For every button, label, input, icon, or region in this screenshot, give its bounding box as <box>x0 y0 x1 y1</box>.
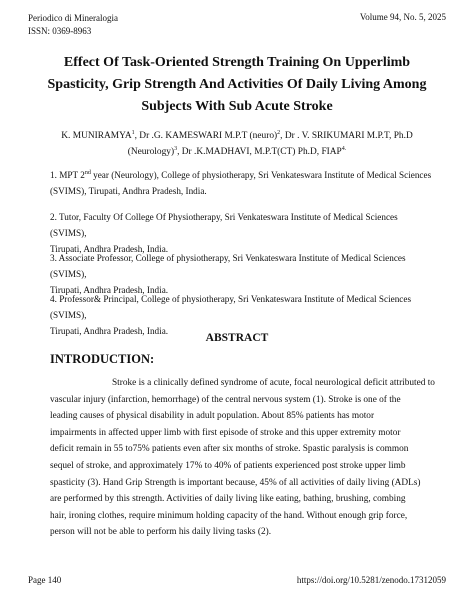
author-2-sup: 2 <box>277 129 281 136</box>
author-4-sup: 4. <box>341 145 347 152</box>
title-line-2: Spasticity, Grip Strength And Activities Of Daily Living Among <box>47 77 427 92</box>
author-line-2 <box>50 144 424 160</box>
affiliation-2-line-1: 2. Tutor, Faculty Of College Of Physiotherapy, Sri Venkateswara Institute of Medical Sciences (SVIMS), <box>50 212 398 238</box>
body-line-2: vascular injury (infarction, hemorrhage) of the central nervous system (1). Stroke is one of the <box>50 394 401 405</box>
author-1: K. MUNIRAMYA <box>61 131 132 141</box>
author-3: , Dr . V. SRIKUMARI M.P.T, Ph.D <box>280 131 413 141</box>
author-3-cont: (Neurology) <box>127 147 175 157</box>
affiliation-1 <box>50 167 434 199</box>
introduction-body <box>50 375 444 541</box>
body-line-9: hair, ironing clothes, require minimum holding capacity of the hand. Without enough grip force, <box>50 510 408 521</box>
page-number: Page 140 <box>28 575 62 585</box>
author-2: , Dr .G. KAMESWARI M.P.T (neuro) <box>134 131 278 141</box>
affiliation-4-line-2: Tirupati, Andhra Pradesh, India. <box>50 326 169 336</box>
affiliation-1-pre: 1. MPT 2 <box>50 170 85 180</box>
body-line-5: deficit remain in 55 to75% patients even after six months of stroke. Spastic paralysis is common <box>50 444 409 455</box>
body-line-8: are performed by this strength. Activities of daily living like eating, bathing, brushing, combing <box>50 494 406 505</box>
affiliation-1-line-1 <box>50 167 434 183</box>
volume-info: Volume 94, No. 5, 2025 <box>359 12 446 22</box>
introduction-heading: INTRODUCTION: <box>50 352 155 366</box>
body-line-7: spasticity (3). Hand Grip Strength is important because, 45% of all activities of daily living (ADLs) <box>50 477 421 488</box>
body-line-1: Stroke is a clinically defined syndrome of acute, focal neurological deficit attributed to <box>112 378 435 388</box>
issn: ISSN: 0369-8963 <box>28 26 92 36</box>
author-3-sup: 3 <box>174 145 178 152</box>
title-line-3: Subjects With Sub Acute Stroke <box>141 99 333 114</box>
author-1-sup: 1 <box>131 129 135 136</box>
affiliation-4-line-1: 4. Professor& Principal, College of physiotherapy, Sri Venkateswara Institute of Medical Sciences (SVIMS), <box>50 294 412 320</box>
body-line-4: impairments in affected upper limb with first episode of stroke and this upper extremity motor <box>50 427 401 438</box>
paper-title <box>40 52 434 118</box>
affiliation-1-sup: nd <box>84 169 91 176</box>
affiliation-1-line-2: (SVIMS), Tirupati, Andhra Pradesh, India. <box>50 186 207 196</box>
affiliation-3-line-1: 3. Associate Professor, College of physiotherapy, Sri Venkateswara Institute of Medical Sciences (SVIMS), <box>50 253 406 279</box>
body-line-6: sequel of stroke, and approximately 17% to 40% of patients experienced post stroke upper limb <box>50 460 406 471</box>
affiliation-3-line-2: Tirupati, Andhra Pradesh, India. <box>50 285 169 295</box>
author-list <box>50 128 424 160</box>
author-line-1 <box>50 128 424 144</box>
affiliation-1-rest: year (Neurology), College of physiotherapy, Sri Venkateswara Institute of Medical Sciences <box>90 170 432 180</box>
affiliation-2-line-2: Tirupati, Andhra Pradesh, India. <box>50 244 169 254</box>
abstract-heading: ABSTRACT <box>205 332 269 344</box>
journal-name: Periodico di Mineralogia <box>28 13 118 23</box>
body-line-10: person will not be able to perform his daily living tasks (2). <box>50 527 272 538</box>
doi-link[interactable]: https://doi.org/10.5281/zenodo.17312059 <box>296 575 446 585</box>
journal-header <box>28 12 118 38</box>
author-4: , Dr .K.MADHAVI, M.P.T(CT) Ph.D, FIAP <box>177 147 342 157</box>
title-line-1: Effect Of Task-Oriented Strength Training On Upperlimb <box>63 55 411 70</box>
body-line-3: leading causes of physical disability in adult population. About 85% patients has motor <box>50 411 375 422</box>
